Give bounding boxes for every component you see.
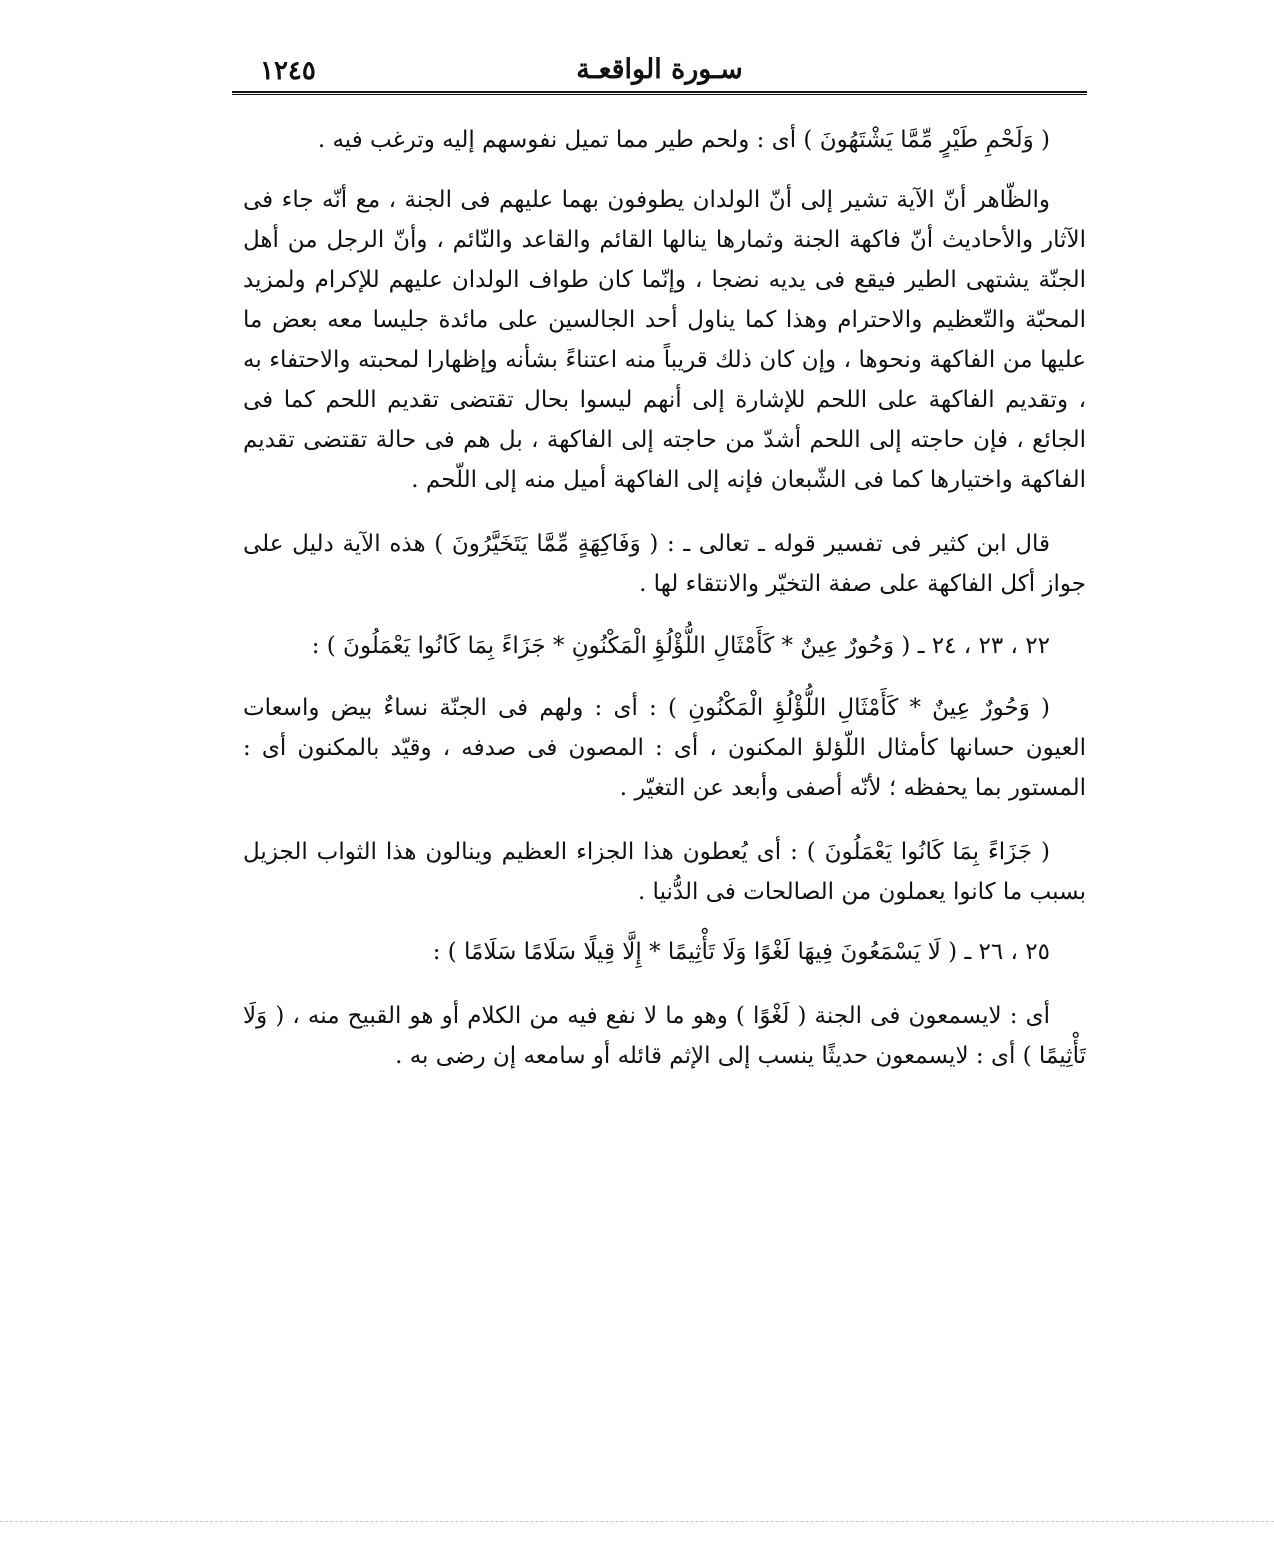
body-text xyxy=(243,120,1086,1101)
verse-heading: ٢٢ ، ٢٣ ، ٢٤ ـ ( وَحُورٌ عِينٌ * كَأَمْثَالِ اللُّؤْلُؤِ الْمَكْنُونِ * جَزَاءً بِمَا كَانُوا يَعْمَلُونَ ) : xyxy=(311,633,1050,659)
page-number: ١٢٤٥ xyxy=(260,56,316,86)
scan-edge-line xyxy=(0,1521,1274,1522)
paragraph: والظّاهر أنّ الآية تشير إلى أنّ الولدان يطوفون بهما عليهم فى الجنة ، مع أنّه جاء فى الآثار والأحاديث أنّ فاكهة الجنة وثمارها ينالها القائم والقاعد والنّائم ، وأنّ الرجل من أهل الجنّة يشتهى الطير فيقع فى يديه نضجا ، وإنّما كان طواف الولدان عليهم للإكرام ولمزيد المحبّة والتّعظيم والاحترام وهذا كما يناول أحد الجالسين على مائدة جليسا معه بعض ما عليها من الفاكهة ونحوها ، وإن كان ذلك قريباً منه اعتناءً بشأنه وإظهارا لمحبته والاحتفاء به ، وتقديم الفاكهة على اللحم للإشارة إلى أنهم ليسوا بحال تقتضى تقديم اللحم كما فى الجائع ، فإن حاجته إلى اللحم أشدّ من حاجته إلى الفاكهة ، بل هم فى حالة تقتضى تقديم الفاكهة واختيارها كما فى الشّبعان فإنه إلى الفاكهة أميل منه إلى اللّحم . xyxy=(243,187,1086,493)
paragraph: ( وَحُورٌ عِينٌ * كَأَمْثَالِ اللُّؤْلُؤِ الْمَكْنُونِ ) : أى : ولهم فى الجنّة نساءٌ بيض واسعات العيون حسانها كأمثال اللّؤلؤ المكنون ، أى : المصون فى صدفه ، وقيّد بالمكنون أى : المستور بما يحفظه ؛ لأنّه أصفى وأبعد عن التغيّر . xyxy=(243,695,1086,801)
paragraph: أى : لايسمعون فى الجنة ( لَغْوًا ) وهو ما لا نفع فيه من الكلام أو هو القبيح منه ، ( وَلَا تَأْثِيمًا ) أى : لايسمعون حديثًا ينسب إلى الإثم قائله أو سامعه إن رضى به . xyxy=(243,1003,1086,1069)
header-divider xyxy=(232,91,1087,95)
surah-title: سـورة الواقعـة xyxy=(576,54,743,85)
verse-heading: ٢٥ ، ٢٦ ـ ( لَا يَسْمَعُونَ فِيهَا لَغْوًا وَلَا تَأْثِيمًا * إِلَّا قِيلًا سَلَامًا سَلَامًا ) : xyxy=(432,939,1050,965)
page-header xyxy=(232,48,1087,90)
paragraph: ( وَلَحْمِ طَيْرٍ مِّمَّا يَشْتَهُونَ ) أى : ولحم طير مما تميل نفوسهم إليه وترغب فيه . xyxy=(317,127,1050,153)
paragraph: ( جَزَاءً بِمَا كَانُوا يَعْمَلُونَ ) : أى يُعطون هذا الجزاء العظيم وينالون هذا الثواب الجزيل بسبب ما كانوا يعملون من الصالحات فى الدُّنيا . xyxy=(243,839,1086,905)
paragraph: قال ابن كثير فى تفسير قوله ـ تعالى ـ : ( وَفَاكِهَةٍ مِّمَّا يَتَخَيَّرُونَ ) هذه الآية دليل على جواز أكل الفاكهة على صفة التخيّر والانتقاء لها . xyxy=(243,531,1086,597)
